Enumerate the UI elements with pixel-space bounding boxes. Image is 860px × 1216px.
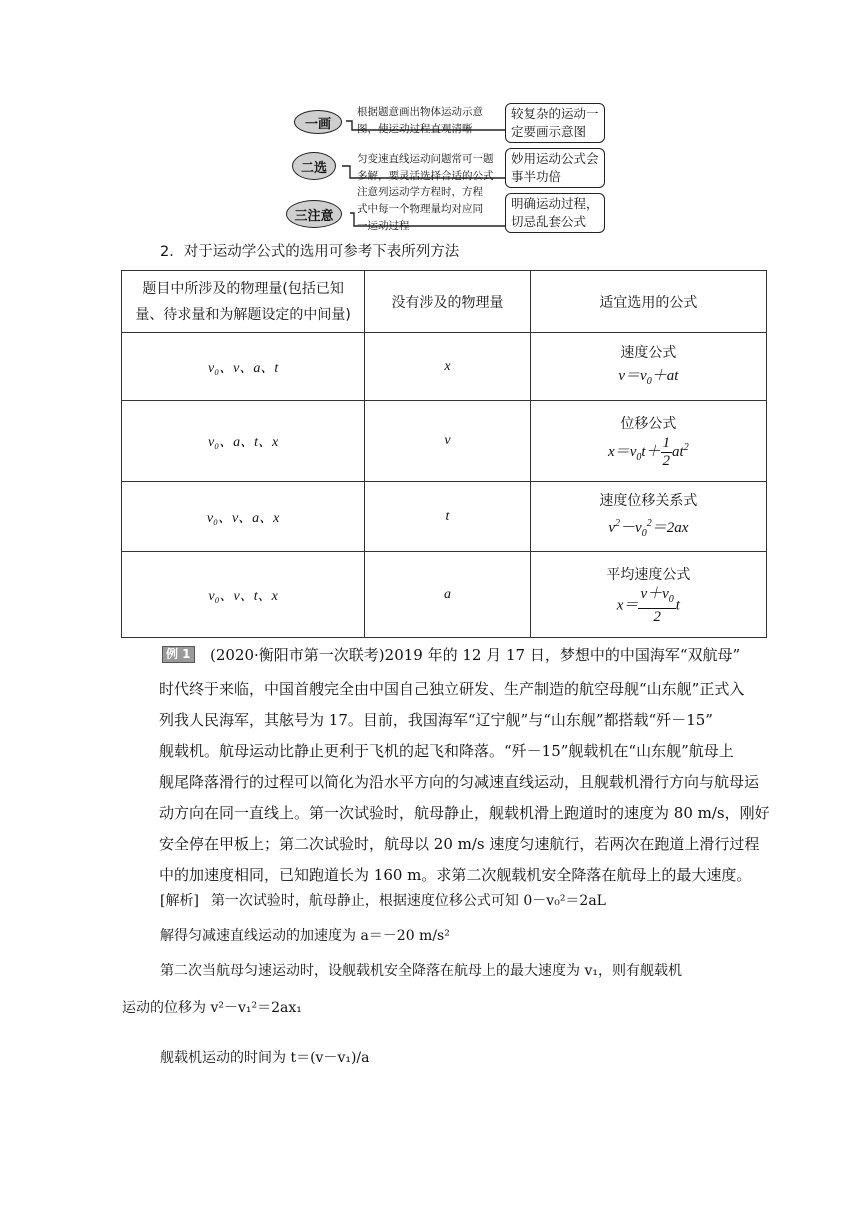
mindmap-desc-1: 根据题意画出物体运动示意 图，使运动过程直观清晰 (357, 106, 483, 135)
cell-missing: a (365, 552, 530, 638)
cell-involved: v₀、v、a、x (122, 482, 365, 552)
mindmap-box-2: 妙用运动公式会 事半功倍 (505, 148, 605, 188)
mindmap-desc-2: 匀变速直线运动问题常可一题 多解，要灵活选择合适的公式 (357, 153, 494, 182)
solution-line-2: 解得匀减速直线运动的加速度为 a＝－20 m/s² (160, 928, 450, 944)
cell-formula: 位移公式 $x=v_0t+$ $\frac{1}{2}$ $at^2$ (530, 401, 766, 482)
section-title: 2．对于运动学公式的选用可参考下表所列方法 (160, 244, 460, 260)
header-missing: 没有涉及的物理量 (365, 271, 530, 333)
cell-formula: 速度公式 $v=v_0+at$ (530, 333, 766, 401)
solution-line-5: 舰载机运动的时间为 t＝(v－v₁)/a (160, 1050, 370, 1066)
mindmap-node-2: 二选 (292, 152, 336, 180)
mindmap-box-1: 较复杂的运动一 定要画示意图 (505, 103, 605, 143)
example-badge: 例 1 (162, 646, 195, 663)
header-formula: 适宜选用的公式 (530, 271, 766, 333)
cell-formula: 速度位移关系式 $v^2-v_0^2=2ax$ (530, 482, 766, 552)
mindmap-node-1: 一画 (294, 110, 342, 134)
example-line-5: 舰尾降落滑行的过程可以简化为沿水平方向的匀减速直线运动，且舰载机滑行方向与航母运 (159, 773, 760, 791)
cell-missing: v (365, 401, 530, 482)
mindmap-desc-3: 注意列运动学方程时，方程 式中每一个物理量均对应同 一运动过程 (357, 186, 483, 232)
table-row (122, 333, 767, 401)
formula-velocity: $v=v_0+at$ (618, 367, 679, 387)
cell-involved: v₀、v、t、x (122, 552, 365, 638)
example-line-3: 列我人民海军，其舷号为 17。目前，我国海军“辽宁舰”与“山东舰”都搭载“歼－15” (159, 711, 713, 729)
cell-missing: t (365, 482, 530, 552)
example-line-2: 时代终于来临，中国首艘完全由中国自己独立研发、生产制造的航空母舰“山东舰”正式入 (159, 680, 745, 698)
formula-average-velocity: x＝ $\frac{v+v_0}{2}$ t (616, 585, 680, 625)
example-line-7: 安全停在甲板上；第二次试验时，航母以 20 m/s 速度匀速航行，若两次在跑道上滑行过程 (159, 835, 760, 853)
formula-displacement: $x=v_0t+$ $\frac{1}{2}$ $at^2$ (608, 434, 689, 469)
cell-involved: v₀、a、t、x (122, 401, 365, 482)
table-row (122, 552, 767, 638)
solution-tag: [解析] (160, 893, 199, 909)
formula-velocity-displacement: $v^2-v_0^2=2ax$ (608, 517, 689, 539)
mindmap-node-3: 三注意 (286, 200, 342, 228)
cell-formula: 平均速度公式 x＝ $\frac{v+v_0}{2}$ t (530, 552, 766, 638)
example-line-8: 中的加速度相同，已知跑道长为 160 m。求第二次舰载机安全降落在航母上的最大速度。 (159, 866, 752, 884)
example-line-1: (2020·衡阳市第一次联考)2019 年的 12 月 17 日，梦想中的中国海军“双航母” (210, 646, 741, 664)
solution-line-3: 第二次当航母匀速运动时，设舰载机安全降落在航母上的最大速度为 v₁，则有舰载机 (160, 963, 682, 979)
table-row (122, 401, 767, 482)
formula-table (121, 270, 767, 638)
mindmap-box-3: 明确运动过程， 切忌乱套公式 (505, 193, 605, 233)
example-line-4: 舰载机。航母运动比静止更利于飞机的起飞和降落。“歼－15”舰载机在“山东舰”航母上 (159, 742, 734, 760)
table-header-row (122, 271, 767, 333)
cell-involved: v₀、v、a、t (122, 333, 365, 401)
header-involved: 题目中所涉及的物理量(包括已知 量、待求量和为解题设定的中间量) (122, 271, 365, 333)
example-line-6: 动方向在同一直线上。第一次试验时，航母静止，舰载机滑上跑道时的速度为 80 m/s，刚好 (159, 804, 770, 822)
solution-line-4: 运动的位移为 v²－v₁²＝2ax₁ (122, 1000, 302, 1016)
table-row (122, 482, 767, 552)
cell-missing: x (365, 333, 530, 401)
solution-line-1: [解析] 第一次试验时，航母静止，根据速度位移公式可知 0－v₀²＝2aL (160, 893, 606, 909)
